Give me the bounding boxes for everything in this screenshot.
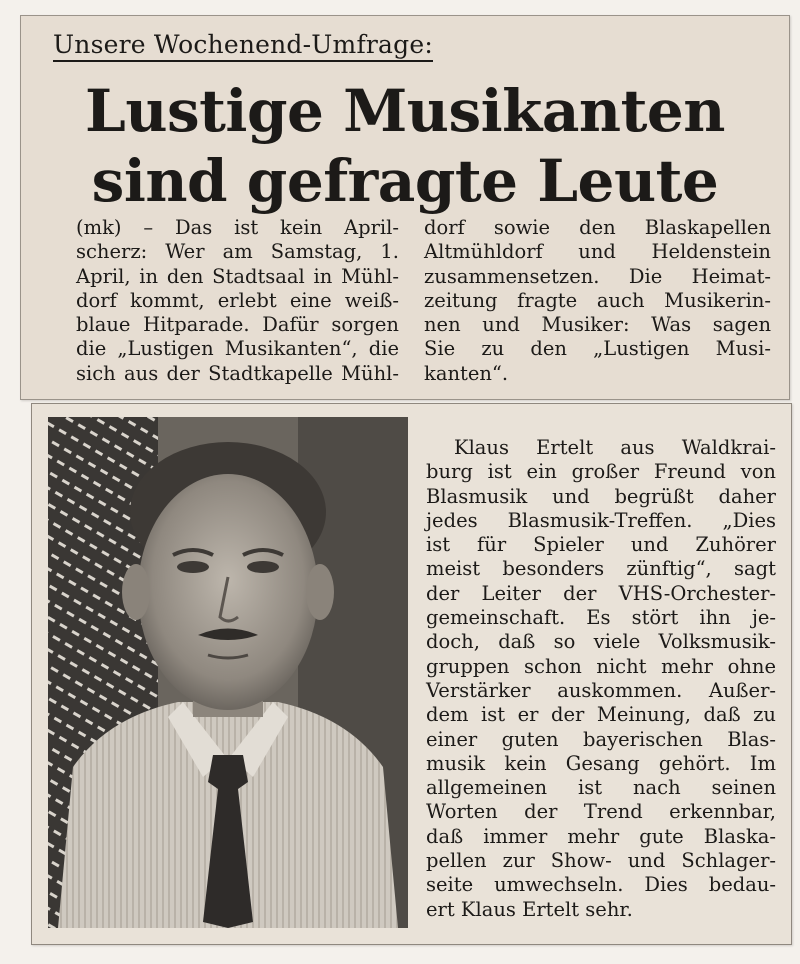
text-line: burg ist ein großer Freund von: [426, 460, 776, 484]
text-line: einer guten bayerischen Blas-: [426, 727, 776, 751]
text-line: musik kein Gesang gehört. Im: [426, 751, 776, 775]
text-line: zusammensetzen. Die Heimat-: [424, 264, 771, 288]
intro-column-1: [76, 216, 399, 386]
bottom-clipping: [31, 403, 792, 945]
kicker: Unsere Wochenend-Umfrage:: [53, 30, 433, 62]
text-line: pellen zur Show- und Schlager-: [426, 849, 776, 873]
headline-line-2: sind gefragte Leute: [91, 147, 719, 215]
text-line: gruppen schon nicht mehr ohne: [426, 654, 776, 678]
article-body: [426, 436, 776, 922]
text-line: (mk) – Das ist kein April-: [76, 216, 399, 239]
text-line: Sie zu den „Lustigen Musi-: [424, 337, 771, 361]
text-line: meist besonders zünftig“, sagt: [426, 557, 776, 581]
text-line: ist für Spieler und Zuhörer: [426, 533, 776, 557]
text-line: April, in den Stadtsaal in Mühl-: [76, 264, 399, 288]
text-line: dorf kommt, erlebt eine weiß-: [76, 288, 399, 312]
text-line: scherz: Wer am Samstag, 1.: [76, 240, 399, 264]
headline: [21, 76, 789, 216]
text-line: ert Klaus Ertelt sehr.: [426, 897, 633, 921]
text-line: dem ist er der Meinung, daß zu: [426, 703, 776, 727]
text-line: Altmühldorf und Heldenstein: [424, 240, 771, 264]
intro-column-2: [424, 216, 771, 386]
headline-line-1: Lustige Musikanten: [85, 77, 725, 145]
text-line: jedes Blasmusik-Treffen. „Dies: [426, 508, 776, 532]
text-line: blaue Hitparade. Dafür sorgen: [76, 313, 399, 337]
portrait-illustration: [48, 417, 408, 928]
text-line: zeitung fragte auch Musikerin-: [424, 288, 771, 312]
text-line: der Leiter der VHS-Orchester-: [426, 581, 776, 605]
text-line: kanten“.: [424, 361, 509, 385]
text-line: Blasmusik und begrüßt daher: [426, 484, 776, 508]
portrait-photo: [48, 417, 408, 928]
text-line: gemeinschaft. Es stört ihn je-: [426, 606, 776, 630]
text-line: daß immer mehr gute Blaska-: [426, 824, 776, 848]
text-line: allgemeinen ist nach seinen: [426, 776, 776, 800]
text-line: dorf sowie den Blaskapellen: [424, 216, 771, 239]
text-line: Klaus Ertelt aus Waldkrai-: [454, 436, 776, 459]
text-line: die „Lustigen Musikanten“, die: [76, 337, 399, 361]
top-clipping: [20, 15, 790, 400]
text-line: nen und Musiker: Was sagen: [424, 313, 771, 337]
text-line: sich aus der Stadtkapelle Mühl-: [76, 361, 399, 385]
text-line: doch, daß so viele Volksmusik-: [426, 630, 776, 654]
text-line: Worten der Trend erkennbar,: [426, 800, 776, 824]
text-line: seite umwechseln. Dies bedau-: [426, 873, 776, 897]
text-line: Verstärker auskommen. Außer-: [426, 678, 776, 702]
